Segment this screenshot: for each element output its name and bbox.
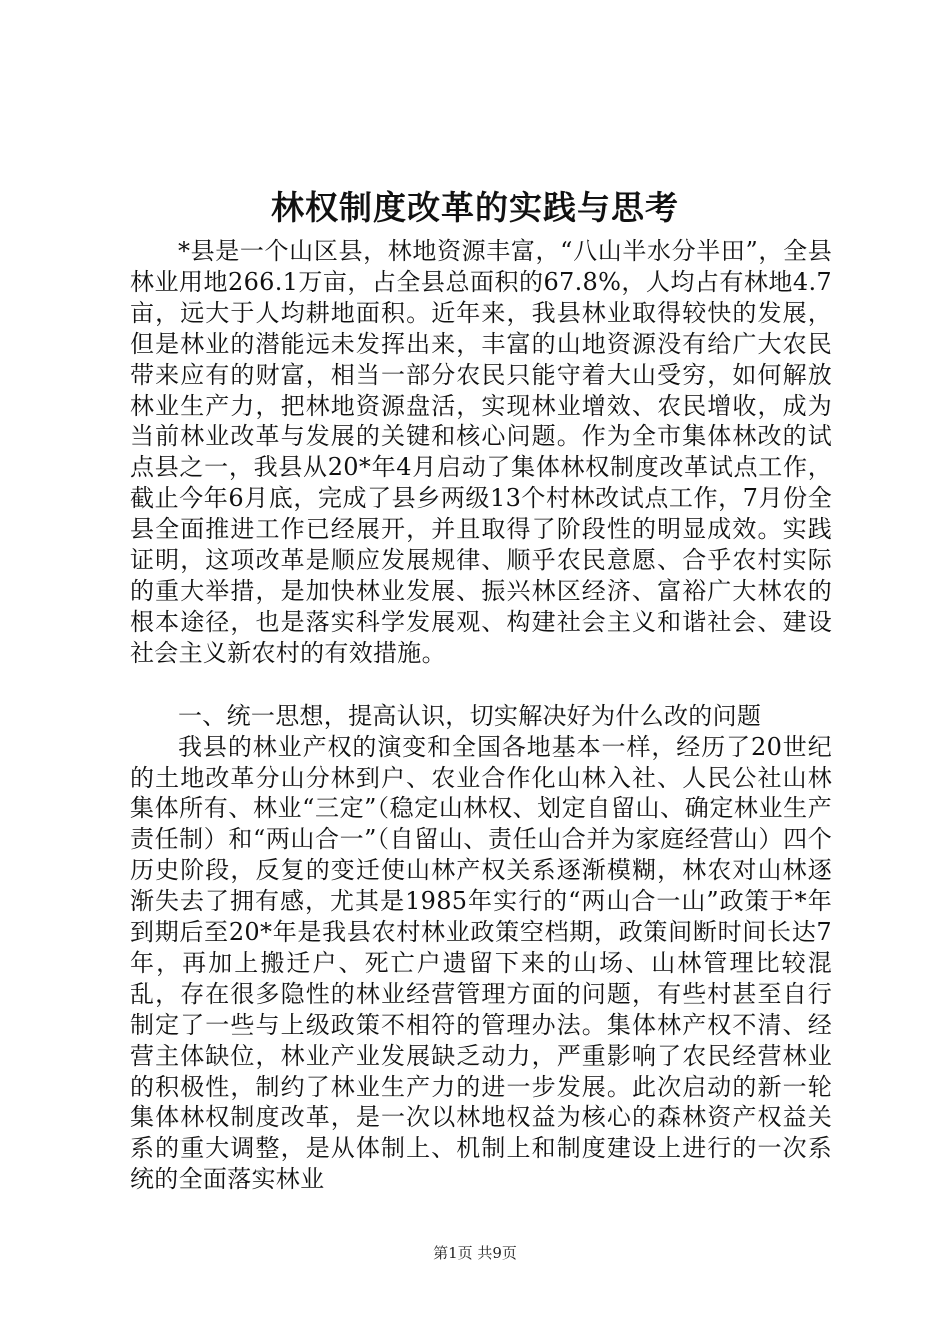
paragraph-spacer: [130, 669, 832, 701]
document-body: [130, 236, 832, 1195]
intro-paragraph: *县是一个山区县，林地资源丰富，“八山半水分半田”，全县林业用地266.1万亩，占全县总面积的67.8%，人均占有林地4.7亩，远大于人均耕地面积。近年来，我县林业取得较快的发展，但是林业的潜能远未发挥出来，丰富的山地资源没有给广大农民带来应有的财富，相当一部分农民只能守着大山受穷，如何解放林业生产力，把林地资源盘活，实现林业增效、农民增收，成为当前林业改革与发展的关键和核心问题。作为全市集体林改的试点县之一，我县从20*年4月启动了集体林权制度改革试点工作，截止今年6月底，完成了县乡两级13个村林改试点工作，7月份全县全面推进工作已经展开，并且取得了阶段性的明显成效。实践证明，这项改革是顺应发展规律、顺乎农民意愿、合乎农村实际的重大举措，是加快林业发展、振兴林区经济、富裕广大林农的根本途径，也是落实科学发展观、构建社会主义和谐社会、建设社会主义新农村的有效措施。: [130, 237, 832, 667]
document-title: 林权制度改革的实践与思考: [271, 188, 679, 227]
section-paragraph: 我县的林业产权的演变和全国各地基本一样，经历了20世纪的土地改革分山分林到户、农业合作化山林入社、人民公社山林集体所有、林业“三定”（稳定山林权、划定自留山、确定林业生产责任制）和“两山合一”（自留山、责任山合并为家庭经营山）四个历史阶段，反复的变迁使山林产权关系逐渐模糊，林农对山林逐渐失去了拥有感，尤其是1985年实行的“两山合一山”政策于*年到期后至20*年是我县农村林业政策空档期，政策间断时间长达7年，再加上搬迁户、死亡户遗留下来的山场、山林管理比较混乱，存在很多隐性的林业经营管理方面的问题，有些村甚至自行制定了一些与上级政策不相符的管理办法。集体林产权不清、经营主体缺位，林业产业发展缺乏动力，严重影响了农民经营林业的积极性，制约了林业生产力的进一步发展。此次启动的新一轮集体林权制度改革，是一次以林地权益为核心的森林资产权益关系的重大调整，是从体制上、机制上和制度建设上进行的一次系统的全面落实林业: [130, 732, 832, 1194]
section-heading: 一、统一思想，提高认识，切实解决好为什么改的问题: [178, 701, 762, 730]
page-footer: 第1页 共9页: [433, 1244, 517, 1262]
